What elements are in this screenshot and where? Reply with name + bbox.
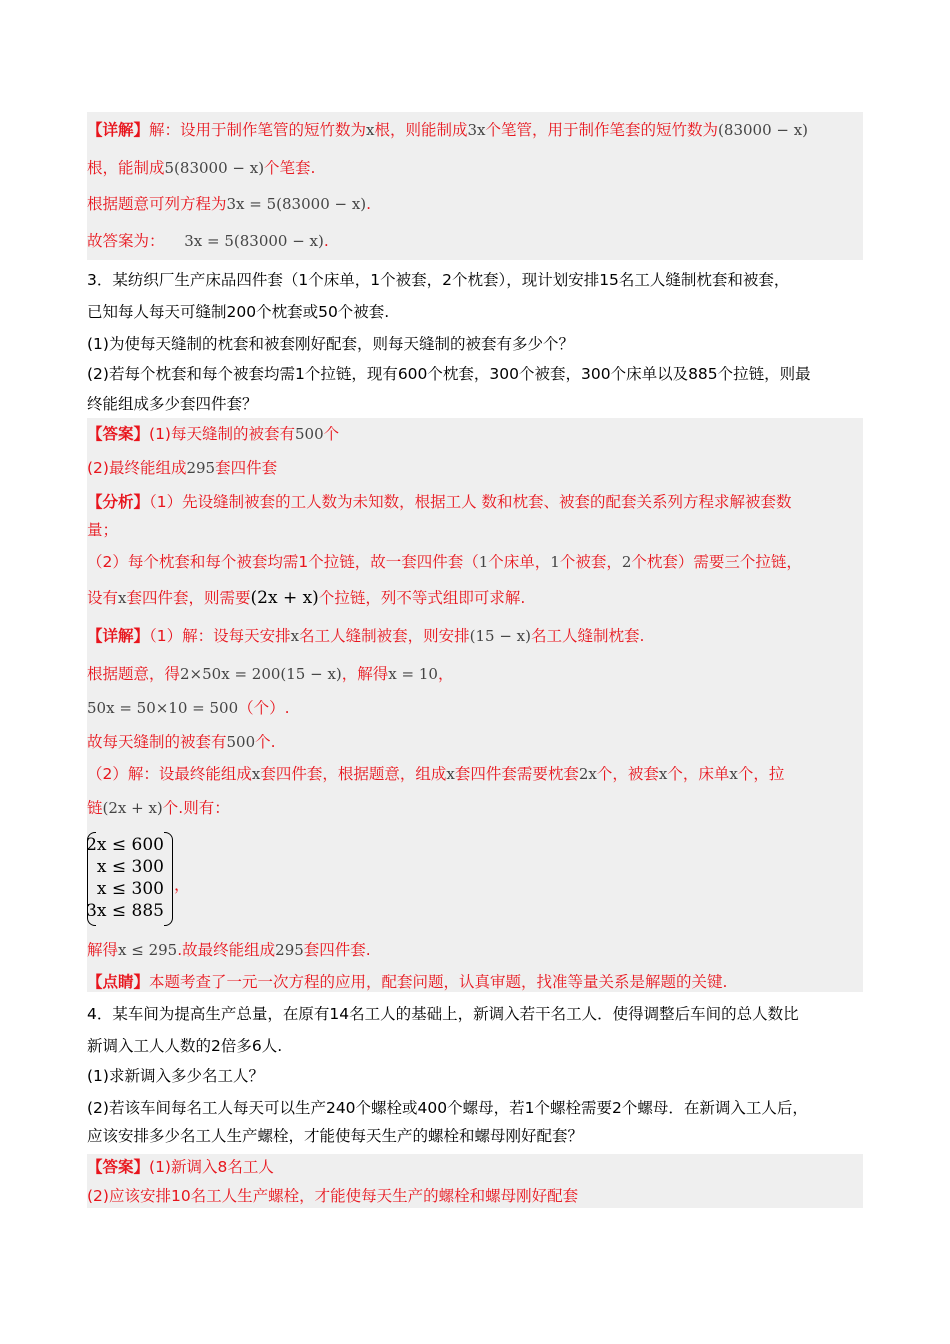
question-text: (2)若该车间每名工人每天可以生产240个螺栓或400个螺母，若1个螺栓需要2个螺母．在新调入工人后， xyxy=(87,1099,808,1117)
question-text: 4．某车间为提高生产总量，在原有14名工人的基础上，新调入若干名工人．使得调整后车间的总人数比 xyxy=(87,1005,799,1023)
inequality-row: 2x ≤ 600 xyxy=(86,835,164,855)
answer-tag: 【答案】 xyxy=(87,425,150,443)
detail-line: 链(2x + x)个.则有： xyxy=(87,799,230,817)
system-comma: ， xyxy=(174,875,191,894)
question-text: 新调入工人人数的2倍多6人. xyxy=(87,1037,283,1055)
detail-line: 故每天缝制的被套有500个. xyxy=(87,733,276,751)
detail-line: 根据题意，得2×50x = 200(15 − x)，解得x = 10， xyxy=(87,665,454,683)
answer-line: 【答案】(1)每天缝制的被套有500个 xyxy=(87,425,340,443)
analysis-line: 【分析】（1）先设缝制被套的工人数为未知数，根据工人 数和枕套、被套的配套关系列方程求解被套数 xyxy=(87,493,792,511)
remark-line: 【点睛】本题考查了一元一次方程的应用，配套问题，认真审题，找准等量关系是解题的关键. xyxy=(87,973,728,991)
analysis-line: （2）每个枕套和每个被套均需1个拉链，故一套四件套（1个床单，1个被套，2个枕套）需要三个拉链， xyxy=(87,553,802,571)
answer-line: (2)应该安排10名工人生产螺栓，才能使每天生产的螺栓和螺母刚好配套 xyxy=(87,1187,579,1205)
question-text: (1)为使每天缝制的枕套和被套刚好配套，则每天缝制的被套有多少个？ xyxy=(87,335,574,353)
detail-line: 50x = 50×10 = 500（个）. xyxy=(87,699,290,717)
detail-tag: 【详解】 xyxy=(87,627,150,645)
analysis-line: 设有x套四件套，则需要(2x + x)个拉链，列不等式组即可求解. xyxy=(87,588,526,608)
question-text: (1)求新调入多少名工人？ xyxy=(87,1067,264,1085)
question-text: 应该安排多少名工人生产螺栓，才能使每天生产的螺栓和螺母刚好配套？ xyxy=(87,1127,584,1145)
inequality-row: x ≤ 300 xyxy=(96,857,164,877)
inequality-system xyxy=(86,832,191,926)
analysis-tag: 【分析】 xyxy=(87,493,150,511)
detail-line: 解得x ≤ 295.故最终能组成295套四件套. xyxy=(87,941,371,959)
answer-tag: 【答案】 xyxy=(87,1158,150,1176)
inequality-row: 3x ≤ 885 xyxy=(86,901,164,921)
detail-line: （2）解：设最终能组成x套四件套，根据题意，组成x套四件套需要枕套2x个，被套x个，床单x个，拉 xyxy=(87,765,785,783)
question-text: 已知每人每天可缝制200个枕套或50个被套. xyxy=(87,303,390,321)
detail-tag: 【详解】 xyxy=(87,121,150,139)
question-text: 终能组成多少套四件套？ xyxy=(87,395,258,413)
solution-line: 故答案为： 3x = 5(83000 − x). xyxy=(87,232,329,250)
answer-line: (2)最终能组成295套四件套 xyxy=(87,459,278,477)
answer-line: 【答案】(1)新调入8名工人 xyxy=(87,1158,274,1176)
solution-line: 【详解】解：设用于制作笔管的短竹数为x根，则能制成3x个笔管，用于制作笔套的短竹数为(83000 − x) xyxy=(87,121,809,139)
solution-line: 根，能制成5(83000 − x)个笔套. xyxy=(87,159,316,177)
question-text: 3．某纺织厂生产床品四件套（1个床单，1个被套，2个枕套），现计划安排15名工人缝制枕套和被套， xyxy=(87,271,790,289)
analysis-line: 量； xyxy=(87,521,119,539)
remark-tag: 【点睛】 xyxy=(87,973,150,991)
inequality-row: x ≤ 300 xyxy=(96,879,164,899)
solution-line: 根据题意可列方程为3x = 5(83000 − x). xyxy=(87,195,372,213)
right-brace xyxy=(164,832,173,926)
question-text: (2)若每个枕套和每个被套均需1个拉链，现有600个枕套，300个被套，300个床单以及885个拉链，则最 xyxy=(87,365,811,383)
detail-line: 【详解】（1）解：设每天安排x名工人缝制被套，则安排(15 − x)名工人缝制枕套. xyxy=(87,627,645,645)
